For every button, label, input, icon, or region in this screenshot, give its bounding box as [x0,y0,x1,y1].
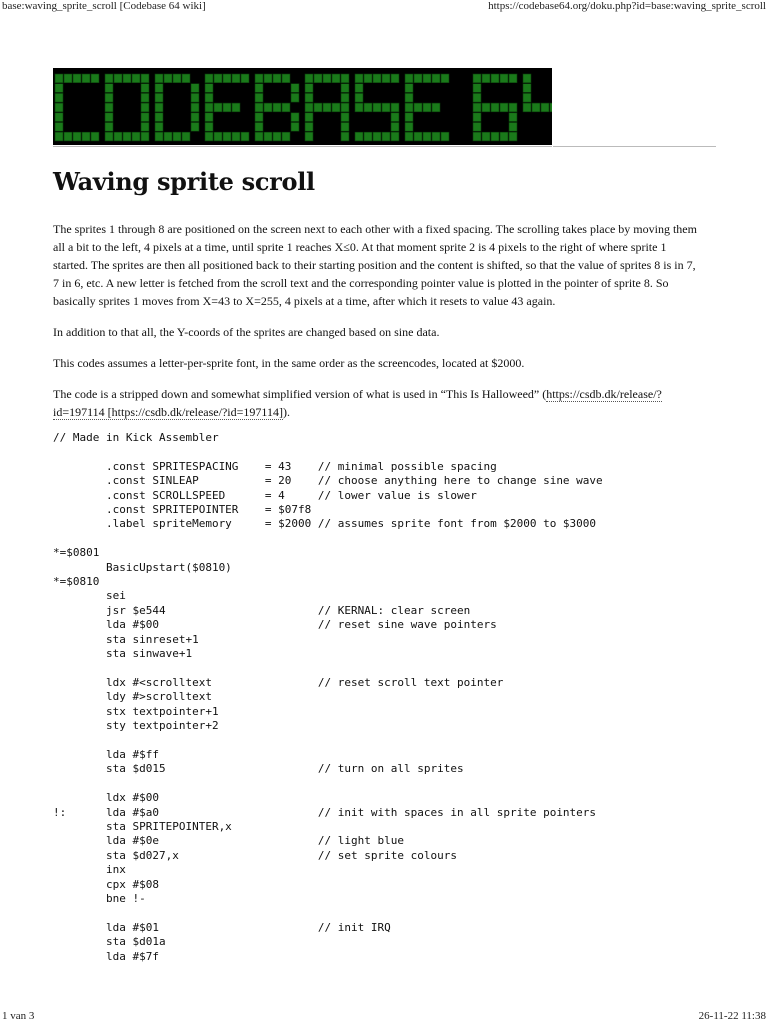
site-logo[interactable] [53,68,552,145]
csdb-release-link[interactable]: https://csdb.dk/release/?id=197114 [https://csdb.dk/release/?id=197114] [53,387,662,419]
print-header-url: https://codebase64.org/doku.php?id=base:waving_sprite_scroll [488,0,766,12]
print-footer [0,1010,768,1024]
header-divider [553,146,716,147]
paragraph-intro: The sprites 1 through 8 are positioned on the screen next to each other with a fixed spacing. The scrolling takes place by moving them all a bit to the left, 4 pixels at a time, until sprite 1 reaches X≤0. At that moment sprite 2 is 4 pixels to the right of where sprite 1 started. The sprites are then all positioned back to their starting position and the content is shifted, so that the value of sprites 8 is in 7, 7 in 6, etc. A new letter is fetched from the scroll text and the corresponding pointer value is plotted in the pointer of sprite 8. So basically sprites 1 moves from X=43 to X=255, 4 pixels at a time, after which it resets to value 43 again. [53,222,697,308]
code-block: // Made in Kick Assembler .const SPRITESPACING = 43 // minimal possible spacing .const SINLEAP = 20 // choose anything here to change sine wave .const SCROLLSPEED = 4 // lower value is slower .const SPRITEPOINTER = $07f8 .label spriteMemory = $2000 // assumes sprite font from $2000 to $3000 *=$0801 BasicUpstart($0810) *=$0810 sei jsr $e544 // KERNAL: clear screen lda #$00 // reset sine wave pointers sta sinreset+1 sta sinwave+1 ldx #<scrolltext // reset scroll text pointer ldy #>scrolltext stx textpointer+1 sty textpointer+2 lda #$ff sta $d015 // turn on all sprites ldx #$00 !: lda #$a0 // init with spaces in all sprite pointers sta SPRITEPOINTER,x lda #$0e // light blue sta $d027,x // set sprite colours inx cpx #$08 bne !- lda #$01 // init IRQ sta $d01a lda #$7f [53,431,603,963]
logo-letter [155,74,199,141]
logo-letter [255,74,299,141]
logo-letter [105,74,149,141]
logo-letter [305,74,349,141]
logo-letter [355,74,399,141]
logo-divider [53,146,552,147]
print-header [0,0,768,14]
print-header-title: base:waving_sprite_scroll [Codebase 64 wiki] [2,0,206,12]
paragraph-font: This codes assumes a letter-per-sprite font, in the same order as the screencodes, located at $2000. [53,356,525,370]
logo-letter [55,74,99,141]
paragraph-sine: In addition to that all, the Y-coords of the sprites are changed based on sine data. [53,325,440,339]
page-title: Waving sprite scroll [53,167,315,196]
print-footer-page: 1 van 3 [2,1010,35,1022]
logo-letter [473,74,517,141]
logo-letter [523,74,552,141]
logo-letter [205,74,249,141]
print-footer-datetime: 26-11-22 11:38 [698,1010,766,1022]
paragraph-source-before: The code is a stripped down and somewhat simplified version of what is used in “This Is Halloweed” ( [53,387,547,401]
page-content [53,220,701,434]
paragraph-source [53,385,701,421]
paragraph-source-after: ). [282,405,290,419]
logo-graphic [53,68,552,145]
logo-letter [405,74,449,141]
